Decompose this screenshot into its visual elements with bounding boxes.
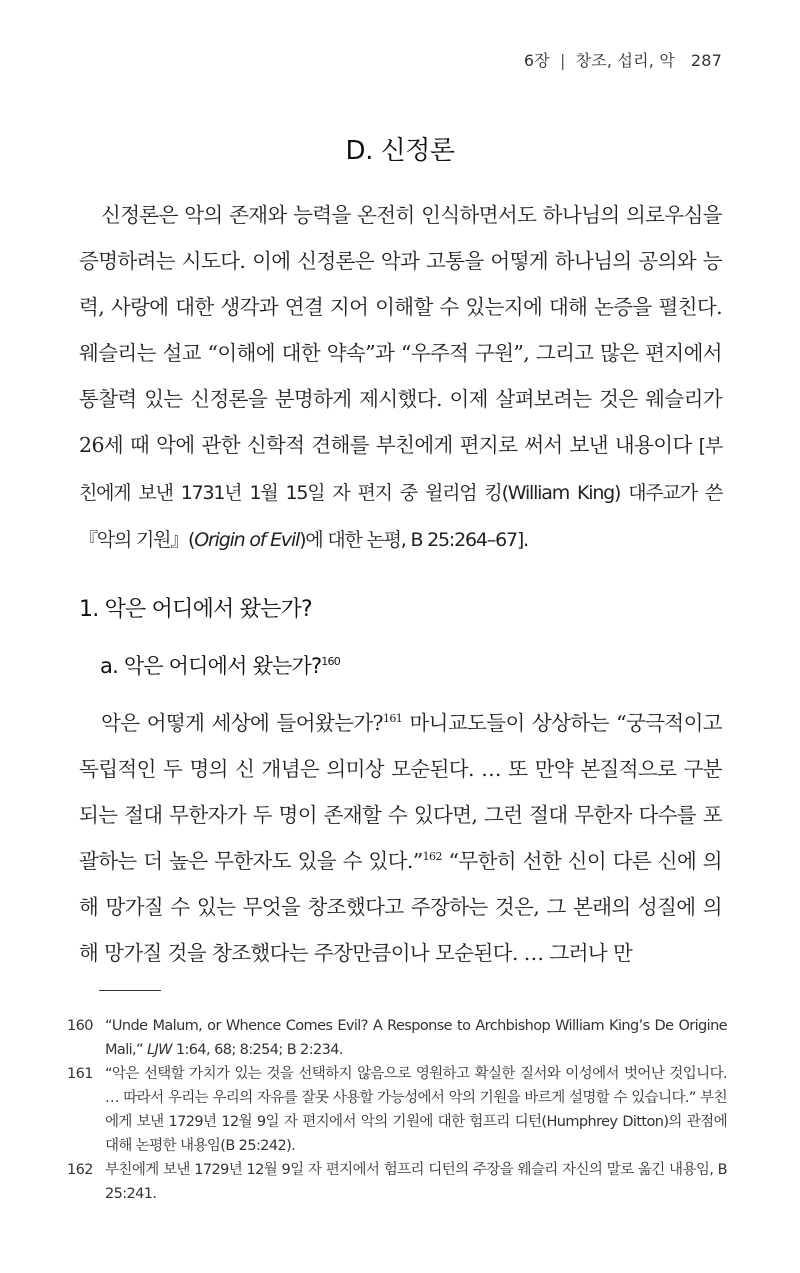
footnote-ref-160[interactable]: 160 [321, 655, 340, 668]
footnote-italic: LJW [146, 1042, 172, 1058]
chapter-number: 6장 [523, 51, 550, 70]
page-number: 287 [690, 51, 722, 70]
paragraph-theodicy-intro [79, 192, 722, 563]
paragraph2-text-b: 마니교도들이 상상하는 “궁극적이고 독립적인 두 명의 신 개념은 의미상 모순된다. … 또 만약 본질적으로 구분되는 절대 무한자가 두 명이 존재할 수 있다면, 그런 절대 무한자 다수를 포괄하는 더 높은 무한자도 있을 수 있다.” [79, 711, 722, 873]
footnote-text [105, 1014, 727, 1062]
citation-text: [부친에게 보낸 1731년 1월 15일 자 편지 중 윌리엄 킹(William King) 대주교가 쓴 『악의 기원』( [79, 435, 722, 551]
footnote-ref-162[interactable]: 162 [422, 850, 442, 864]
paragraph1-text: 신정론은 악의 존재와 능력을 온전히 인식하면서도 하나님의 의로우심을 증명하려는 시도다. 이에 신정론은 악과 고통을 어떻게 하나님의 공의와 능력, 사랑에 대한 생각과 연결 지어 이해할 수 있는지에 대해 논증을 펼친다. 웨슬리는 설교 “이해에 대한 약속”과 “우주적 구원”, 그리고 많은 편지에서 통찰력 있는 신정론을 분명하게 제시했다. 이제 살펴보려는 것은 웨슬리가 26세 때 악에 관한 신학적 견해를 부친에게 편지로 써서 보낸 내용이다 [79, 203, 722, 457]
section-title: D. 신정론 [345, 136, 455, 166]
paragraph2-text-c: “무한히 선한 신이 다른 신에 의해 망가질 수 있는 무엇을 창조했다고 주장하는 것은, 그 본래의 성질에 의해 망가질 것을 창조했다는 주장만큼이나 모순된다. … 그러나 만 [79, 849, 722, 965]
footnote-text-b: 1:64, 68; 8:254; B 2:234. [171, 1042, 343, 1058]
footnote-161 [67, 1062, 727, 1158]
subsection-heading: 1. 악은 어디에서 왔는가? [79, 597, 312, 622]
footnote-162 [67, 1158, 727, 1206]
paragraph2-text-a: 악은 어떻게 세상에 들어왔는가? [101, 711, 383, 735]
footnote-text: “악은 선택할 가치가 있는 것을 선택하지 않음으로 영원하고 확실한 질서와 이성에서 벗어난 것입니다. … 따라서 우리는 우리의 자유를 잘못 사용할 가능성에서 악의 기원을 바르게 설명할 수 있습니다.” 부친에게 보낸 1729년 12월 9일 자 편지에서 악의 기원에 대한 험프리 디턴(Humphrey Ditton)의 관점에 대해 논평한 내용임(B 25:242). [105, 1066, 727, 1154]
footnote-number: 160 [67, 1018, 93, 1034]
header-separator: | [559, 51, 566, 70]
paragraph-origin-of-evil [79, 700, 722, 976]
footnote-text: 부친에게 보낸 1729년 12월 9일 자 편지에서 험프리 디턴의 주장을 웨슬리 자신의 말로 옮긴 내용임, B 25:241. [105, 1162, 727, 1202]
citation-italic-title: Origin of Evil [194, 529, 300, 551]
footnote-divider [99, 990, 161, 991]
heading2-text: a. 악은 어디에서 왔는가? [100, 654, 322, 678]
running-header [524, 48, 722, 71]
chapter-title: 창조, 섭리, 악 [575, 51, 675, 70]
footnote-text-a: “Unde Malum, or Whence Comes Evil? A Response to Archbishop William King’s De Origine Mali,” [105, 1018, 727, 1058]
footnote-160 [67, 1014, 727, 1062]
footnote-number: 162 [67, 1162, 93, 1178]
sub-subsection-heading [100, 650, 340, 680]
footnotes [67, 1014, 727, 1206]
citation-end: )에 대한 논평, B 25:264–67]. [299, 529, 528, 551]
footnote-ref-161[interactable]: 161 [382, 712, 403, 726]
footnote-number: 161 [67, 1066, 93, 1082]
